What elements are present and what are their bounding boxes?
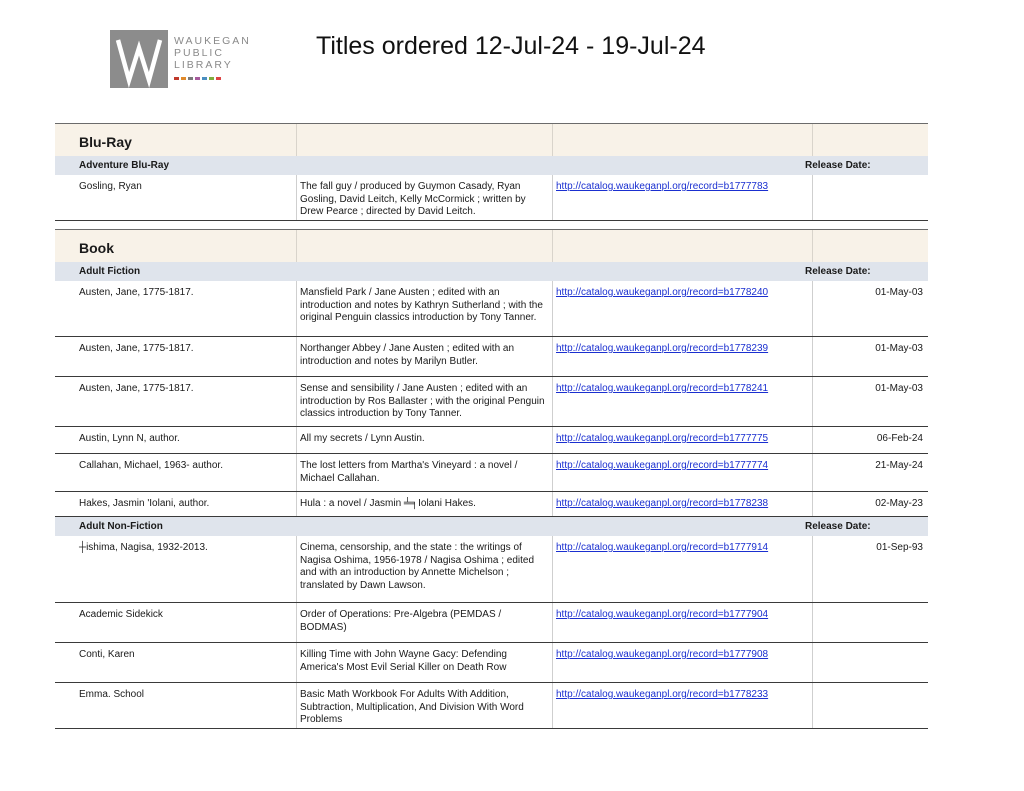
grid-line	[552, 603, 553, 642]
title-cell: Sense and sensibility / Jane Austen ; edited with an introduction by Ros Ballaster ; with the original Penguin classics introduction by Tony Tanner.	[300, 383, 545, 419]
grid-line	[296, 377, 297, 426]
title-cell: The lost letters from Martha's Vineyard : a novel / Michael Callahan.	[300, 460, 518, 484]
grid-line	[552, 683, 553, 728]
catalog-link[interactable]: http://catalog.waukeganpl.org/record=b1777775	[556, 433, 769, 444]
author-cell: Hakes, Jasmin 'Iolani, author.	[79, 498, 210, 509]
grid-line	[296, 454, 297, 491]
table-row	[55, 281, 928, 337]
logo-color-dot	[188, 77, 193, 80]
title-cell: Mansfield Park / Jane Austen ; edited with an introduction and notes by Kathryn Sutherland ; with the original Penguin classics introduction by Tony Tanner.	[300, 287, 543, 323]
release-date-cell: 02-May-23	[875, 498, 923, 509]
logo-color-bar	[174, 77, 221, 80]
grid-line	[552, 230, 553, 262]
grid-line	[296, 175, 297, 220]
title-cell: The fall guy / produced by Guymon Casady, Ryan Gosling, David Leitch, Kelly McCormick ; written by Drew Pearce ; directed by David Leitch.	[300, 181, 526, 217]
author-cell: Conti, Karen	[79, 649, 135, 660]
table-row	[55, 377, 928, 427]
logo-color-dot	[209, 77, 214, 80]
title-cell: All my secrets / Lynn Austin.	[300, 433, 425, 444]
grid-line	[552, 643, 553, 682]
title-cell: Cinema, censorship, and the state : the writings of Nagisa Oshima, 1956-1978 / Nagisa Oshima ; edited and with an introduction by Annette Michelson ; translated by Dawn Lawson.	[300, 542, 535, 591]
logo-color-dot	[202, 77, 207, 80]
catalog-link-cell	[556, 383, 816, 396]
release-date-cell: 01-May-03	[875, 287, 923, 298]
logo-wordmark	[174, 35, 251, 71]
catalog-link-cell	[556, 649, 816, 662]
collection-name: Adult Fiction	[79, 266, 141, 277]
grid-line	[552, 281, 553, 336]
release-date-cell: 01-May-03	[875, 383, 923, 394]
author-cell: Academic Sidekick	[79, 609, 163, 620]
table-row	[55, 427, 928, 454]
release-date-label: Release Date:	[805, 521, 871, 532]
grid-line	[296, 124, 297, 156]
author-cell: Austen, Jane, 1775-1817.	[79, 383, 194, 394]
format-header	[55, 123, 928, 156]
catalog-link-cell	[556, 433, 816, 446]
author-cell: Gosling, Ryan	[79, 181, 142, 192]
collection-name: Adventure Blu-Ray	[79, 160, 170, 171]
grid-line	[812, 230, 813, 262]
release-date-cell: 21-May-24	[875, 460, 923, 471]
format-header	[55, 229, 928, 262]
collection-name: Adult Non-Fiction	[79, 521, 163, 532]
title-cell: Hula : a novel / Jasmin ╧╕Iolani Hakes.	[300, 498, 476, 509]
grid-line	[296, 536, 297, 602]
grid-line	[296, 603, 297, 642]
table-row	[55, 175, 928, 221]
author-cell: Austen, Jane, 1775-1817.	[79, 343, 194, 354]
catalog-link-cell	[556, 460, 816, 473]
collection-header	[55, 262, 928, 281]
author-cell: Austen, Jane, 1775-1817.	[79, 287, 194, 298]
table-row	[55, 536, 928, 603]
grid-line	[296, 281, 297, 336]
title-cell: Northanger Abbey / Jane Austen ; edited with an introduction and notes by Marilyn Butler.	[300, 343, 515, 367]
logo-line: LIBRARY	[174, 59, 233, 71]
library-logo	[110, 30, 260, 90]
title-cell: Basic Math Workbook For Adults With Addition, Subtraction, Multiplication, And Division With Word Problems	[300, 689, 524, 725]
grid-line	[296, 337, 297, 376]
table-row	[55, 454, 928, 492]
release-date-label: Release Date:	[805, 266, 871, 277]
grid-line	[552, 492, 553, 516]
catalog-link[interactable]: http://catalog.waukeganpl.org/record=b1777774	[556, 460, 769, 471]
catalog-link[interactable]: http://catalog.waukeganpl.org/record=b1777908	[556, 649, 769, 660]
grid-line	[552, 175, 553, 220]
catalog-link[interactable]: http://catalog.waukeganpl.org/record=b1778240	[556, 287, 769, 298]
table-row	[55, 492, 928, 517]
catalog-link[interactable]: http://catalog.waukeganpl.org/record=b1778233	[556, 689, 769, 700]
grid-line	[552, 454, 553, 491]
author-cell: Emma. School	[79, 689, 145, 700]
author-cell: Austin, Lynn N, author.	[79, 433, 180, 444]
table-row	[55, 337, 928, 377]
order-report	[55, 123, 928, 729]
catalog-link[interactable]: http://catalog.waukeganpl.org/record=b1777904	[556, 609, 769, 620]
grid-line	[296, 427, 297, 453]
catalog-link[interactable]: http://catalog.waukeganpl.org/record=b1778239	[556, 343, 769, 354]
catalog-link-cell	[556, 542, 816, 555]
author-cell: Callahan, Michael, 1963- author.	[79, 460, 223, 471]
logo-line: WAUKEGAN	[174, 35, 251, 47]
table-row	[55, 683, 928, 729]
release-date-cell: 01-May-03	[875, 343, 923, 354]
catalog-link-cell	[556, 689, 816, 702]
grid-line	[296, 492, 297, 516]
format-label: Book	[79, 240, 114, 256]
logo-color-dot	[174, 77, 179, 80]
title-cell: Order of Operations: Pre-Algebra (PEMDAS / BODMAS)	[300, 609, 502, 633]
grid-line	[552, 427, 553, 453]
grid-line	[552, 536, 553, 602]
release-date-label: Release Date:	[805, 160, 871, 171]
table-row	[55, 603, 928, 643]
author-cell: ┼ishima, Nagisa, 1932-2013.	[79, 542, 208, 553]
catalog-link[interactable]: http://catalog.waukeganpl.org/record=b1777783	[556, 181, 769, 192]
catalog-link[interactable]: http://catalog.waukeganpl.org/record=b1777914	[556, 542, 769, 553]
catalog-link-cell	[556, 498, 816, 511]
catalog-link-cell	[556, 609, 816, 622]
logo-color-dot	[195, 77, 200, 80]
catalog-link-cell	[556, 181, 816, 194]
title-cell: Killing Time with John Wayne Gacy: Defending America's Most Evil Serial Killer on Death Row	[300, 649, 507, 673]
release-date-cell: 06-Feb-24	[876, 433, 923, 444]
grid-line	[296, 643, 297, 682]
logo-line: PUBLIC	[174, 47, 224, 59]
catalog-link-cell	[556, 343, 816, 356]
grid-line	[296, 230, 297, 262]
catalog-link[interactable]: http://catalog.waukeganpl.org/record=b1778238	[556, 498, 769, 509]
collection-header	[55, 517, 928, 536]
logo-w-mark	[110, 30, 168, 88]
grid-line	[812, 124, 813, 156]
grid-line	[552, 377, 553, 426]
catalog-link[interactable]: http://catalog.waukeganpl.org/record=b1778241	[556, 383, 769, 394]
table-row	[55, 643, 928, 683]
logo-color-dot	[181, 77, 186, 80]
catalog-link-cell	[556, 287, 816, 300]
release-date-cell: 01-Sep-93	[876, 542, 923, 553]
logo-color-dot	[216, 77, 221, 80]
page-title: Titles ordered 12-Jul-24 - 19-Jul-24	[316, 32, 706, 60]
grid-line	[296, 683, 297, 728]
grid-line	[552, 337, 553, 376]
grid-line	[552, 124, 553, 156]
collection-header	[55, 156, 928, 175]
format-label: Blu-Ray	[79, 134, 132, 150]
